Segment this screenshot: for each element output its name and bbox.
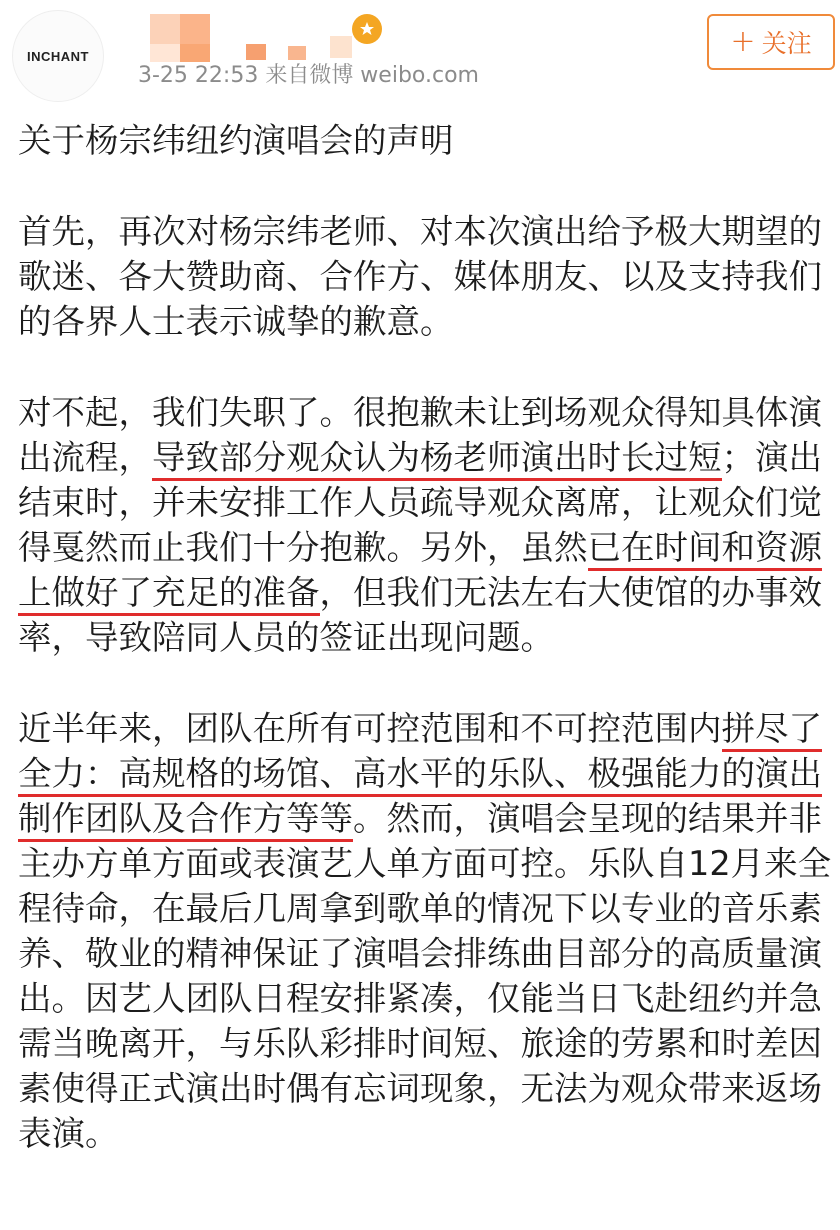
- text-segment: 对不起，我们失职了。很抱歉未让到场观众得知具体演出流程，: [18, 393, 822, 477]
- highlighted-text: 拼尽了全力：高规格的场馆、高水平的乐队、极强能力的演出制作团队及合作方等等: [18, 709, 822, 842]
- text-segment: ，但我们无法左右大使馆的办事效率，导致陪同人员的签证出现问题。: [18, 573, 822, 657]
- text-segment: 近半年来，团队在所有可控范围和不可控范围内: [18, 709, 722, 748]
- highlighted-text: 已在时间和资源上做好了充足的准备: [18, 528, 822, 616]
- plus-icon: +: [730, 24, 756, 59]
- avatar[interactable]: [12, 10, 104, 102]
- highlighted-text: 导致部分观众认为杨老师演出时长过短: [152, 438, 722, 481]
- username-pixelated[interactable]: [150, 14, 380, 64]
- vip-badge-icon: [352, 14, 382, 44]
- paragraph-effort: [18, 706, 836, 1156]
- post-meta: 3-25 22:53 来自微博 weibo.com: [138, 63, 479, 88]
- post-title: 关于杨宗纬纽约演唱会的声明: [18, 121, 454, 160]
- text-segment: 。然而，演唱会呈现的结果并非主办方单方面或表演艺人单方面可控。乐队自12月来全程待命，在最后几周拿到歌单的情况下以专业的音乐素养、敬业的精神保证了演唱会排练曲目部分的高质量演出。因艺人团队日程安排紧凑，仅能当日飞赴纽约并急需当晚离开，与乐队彩排时间短、旅途的劳累和时差因素使得正式演出时偶有忘词现象，无法为观众带来返场表演。: [18, 799, 832, 1153]
- follow-label: 关注: [761, 29, 812, 58]
- post-body: [18, 118, 836, 1156]
- paragraph-failure: [18, 390, 836, 660]
- text-segment: ；演出结束时，并未安排工作人员疏导观众离席，让观众们觉得戛然而止我们十分抱歉。另外，虽然: [18, 438, 822, 567]
- avatar-logo-text: INCHANT: [27, 48, 89, 64]
- paragraph-apology: 首先，再次对杨宗纬老师、对本次演出给予极大期望的歌迷、各大赞助商、合作方、媒体朋友、以及支持我们的各界人士表示诚挚的歉意。: [18, 212, 822, 341]
- post-header: [0, 0, 840, 100]
- follow-button[interactable]: [707, 14, 835, 70]
